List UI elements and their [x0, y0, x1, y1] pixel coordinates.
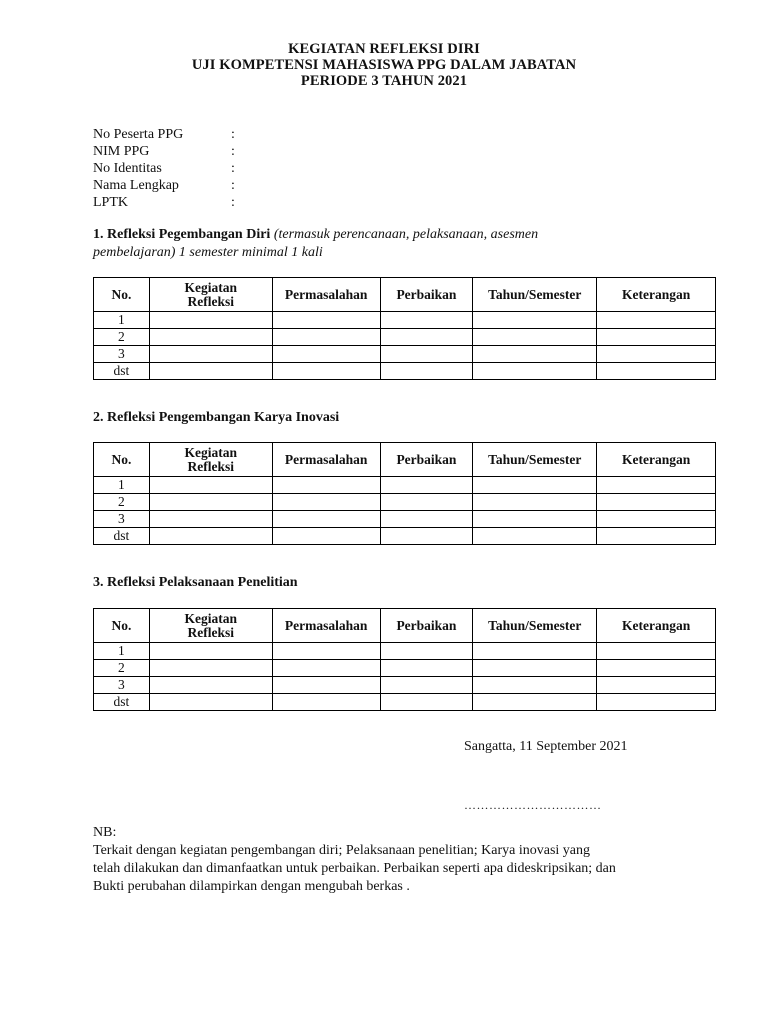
identity-colon: : — [231, 127, 235, 142]
table-row — [94, 477, 716, 494]
cell-tahun-semester[interactable] — [473, 477, 597, 494]
col-header-keterangan: Keterangan — [597, 278, 716, 312]
cell-keterangan[interactable] — [597, 329, 716, 346]
table-row — [94, 346, 716, 363]
section-2-title — [93, 409, 613, 427]
col-header-no: No. — [94, 278, 150, 312]
row-number: 2 — [94, 329, 150, 346]
cell-perbaikan[interactable] — [380, 312, 473, 329]
table-header-row — [94, 278, 716, 312]
identity-label: LPTK — [93, 195, 128, 210]
col-header-perbaikan: Perbaikan — [380, 443, 473, 477]
section-3-title-bold: 3. Refleksi Pelaksanaan Penelitian — [93, 575, 298, 590]
identity-row-nama — [93, 177, 393, 194]
title-line-3: PERIODE 3 TAHUN 2021 — [300, 73, 468, 89]
identity-row-identitas — [93, 160, 393, 177]
cell-tahun-semester[interactable] — [473, 312, 597, 329]
cell-tahun-semester[interactable] — [473, 363, 597, 380]
cell-permasalahan[interactable] — [272, 694, 380, 711]
section-3-title — [93, 574, 613, 592]
col-header-kegiatan: Kegiatan Refleksi — [149, 443, 272, 477]
cell-keterangan[interactable] — [597, 511, 716, 528]
col-header-perbaikan: Perbaikan — [380, 609, 473, 643]
cell-kegiatan[interactable] — [149, 511, 272, 528]
cell-tahun-semester[interactable] — [473, 643, 597, 660]
cell-perbaikan[interactable] — [380, 528, 473, 545]
cell-keterangan[interactable] — [597, 694, 716, 711]
cell-permasalahan[interactable] — [272, 494, 380, 511]
col-header-kegiatan: Kegiatan Refleksi — [149, 609, 272, 643]
cell-perbaikan[interactable] — [380, 363, 473, 380]
identity-colon: : — [231, 144, 235, 159]
cell-perbaikan[interactable] — [380, 477, 473, 494]
cell-kegiatan[interactable] — [149, 660, 272, 677]
section-1-table — [93, 277, 716, 380]
col-header-permasalahan: Permasalahan — [272, 278, 380, 312]
cell-keterangan[interactable] — [597, 346, 716, 363]
cell-perbaikan[interactable] — [380, 677, 473, 694]
cell-tahun-semester[interactable] — [473, 511, 597, 528]
table-row — [94, 694, 716, 711]
table-row — [94, 329, 716, 346]
row-number: 2 — [94, 494, 150, 511]
table-row — [94, 677, 716, 694]
col-header-keterangan: Keterangan — [597, 443, 716, 477]
cell-permasalahan[interactable] — [272, 511, 380, 528]
cell-permasalahan[interactable] — [272, 329, 380, 346]
cell-kegiatan[interactable] — [149, 477, 272, 494]
table-row — [94, 660, 716, 677]
cell-kegiatan[interactable] — [149, 677, 272, 694]
row-number: dst — [94, 363, 150, 380]
cell-kegiatan[interactable] — [149, 528, 272, 545]
col-header-no: No. — [94, 609, 150, 643]
identity-colon: : — [231, 178, 235, 193]
identity-row-nim — [93, 143, 393, 160]
cell-kegiatan[interactable] — [149, 346, 272, 363]
table-row — [94, 363, 716, 380]
cell-permasalahan[interactable] — [272, 528, 380, 545]
place-date: Sangatta, 11 September 2021 — [464, 739, 628, 754]
identity-label: No Peserta PPG — [93, 127, 184, 142]
cell-permasalahan[interactable] — [272, 660, 380, 677]
row-number: 1 — [94, 312, 150, 329]
document-title — [0, 41, 768, 89]
cell-permasalahan[interactable] — [272, 346, 380, 363]
signature-line: …………………………… — [464, 798, 602, 812]
col-header-tahun-semester: Tahun/Semester — [473, 443, 597, 477]
row-number: 3 — [94, 346, 150, 363]
cell-tahun-semester[interactable] — [473, 660, 597, 677]
col-header-tahun-semester: Tahun/Semester — [473, 609, 597, 643]
identity-label: No Identitas — [93, 161, 162, 176]
row-number: 1 — [94, 477, 150, 494]
table-row — [94, 528, 716, 545]
section-2-title-bold: 2. Refleksi Pengembangan Karya Inovasi — [93, 410, 340, 425]
cell-permasalahan[interactable] — [272, 363, 380, 380]
identity-fields — [93, 126, 393, 211]
row-number: dst — [94, 694, 150, 711]
cell-perbaikan[interactable] — [380, 643, 473, 660]
identity-label: NIM PPG — [93, 144, 150, 159]
table-row — [94, 494, 716, 511]
table-header-row — [94, 609, 716, 643]
section-1-title-note: (termasuk perencanaan, pelaksanaan, asesmen pembelajaran) 1 semester minimal 1 kali — [93, 227, 539, 260]
section-1-title — [93, 226, 613, 262]
table-row — [94, 643, 716, 660]
note-line-2: telah dilakukan dan dimanfaatkan untuk perbaikan. Perbaikan seperti apa dideskripsikan; dan — [93, 861, 616, 876]
title-line-2: UJI KOMPETENSI MAHASISWA PPG DALAM JABATAN — [191, 57, 577, 73]
row-number: 3 — [94, 511, 150, 528]
cell-keterangan[interactable] — [597, 660, 716, 677]
cell-keterangan[interactable] — [597, 528, 716, 545]
identity-row-lptk — [93, 194, 393, 211]
section-1-title-bold: 1. Refleksi Pegembangan Diri — [93, 227, 271, 242]
cell-keterangan[interactable] — [597, 643, 716, 660]
note-block — [93, 824, 693, 896]
cell-kegiatan[interactable] — [149, 329, 272, 346]
cell-kegiatan[interactable] — [149, 494, 272, 511]
cell-perbaikan[interactable] — [380, 494, 473, 511]
cell-tahun-semester[interactable] — [473, 528, 597, 545]
row-number: dst — [94, 528, 150, 545]
note-label: NB: — [93, 825, 117, 840]
cell-tahun-semester[interactable] — [473, 694, 597, 711]
col-header-tahun-semester: Tahun/Semester — [473, 278, 597, 312]
row-number: 2 — [94, 660, 150, 677]
note-line-1: Terkait dengan kegiatan pengembangan diri; Pelaksanaan penelitian; Karya inovasi yang — [93, 843, 591, 858]
cell-perbaikan[interactable] — [380, 511, 473, 528]
title-line-1: KEGIATAN REFLEKSI DIRI — [288, 41, 480, 57]
cell-keterangan[interactable] — [597, 363, 716, 380]
cell-tahun-semester[interactable] — [473, 346, 597, 363]
identity-label: Nama Lengkap — [93, 178, 179, 193]
cell-tahun-semester[interactable] — [473, 329, 597, 346]
cell-kegiatan[interactable] — [149, 643, 272, 660]
col-header-perbaikan: Perbaikan — [380, 278, 473, 312]
identity-colon: : — [231, 161, 235, 176]
table-header-row — [94, 443, 716, 477]
cell-keterangan[interactable] — [597, 477, 716, 494]
cell-perbaikan[interactable] — [380, 694, 473, 711]
cell-permasalahan[interactable] — [272, 643, 380, 660]
col-header-no: No. — [94, 443, 150, 477]
cell-keterangan[interactable] — [597, 677, 716, 694]
cell-permasalahan[interactable] — [272, 312, 380, 329]
row-number: 1 — [94, 643, 150, 660]
col-header-keterangan: Keterangan — [597, 609, 716, 643]
identity-colon: : — [231, 195, 235, 210]
row-number: 3 — [94, 677, 150, 694]
cell-perbaikan[interactable] — [380, 329, 473, 346]
cell-keterangan[interactable] — [597, 312, 716, 329]
col-header-permasalahan: Permasalahan — [272, 609, 380, 643]
cell-keterangan[interactable] — [597, 494, 716, 511]
cell-kegiatan[interactable] — [149, 363, 272, 380]
table-row — [94, 312, 716, 329]
identity-row-peserta — [93, 126, 393, 143]
table-row — [94, 511, 716, 528]
cell-permasalahan[interactable] — [272, 677, 380, 694]
note-line-3: Bukti perubahan dilampirkan dengan mengubah berkas . — [93, 879, 410, 894]
cell-perbaikan[interactable] — [380, 346, 473, 363]
cell-tahun-semester[interactable] — [473, 494, 597, 511]
section-2-table — [93, 442, 716, 545]
col-header-permasalahan: Permasalahan — [272, 443, 380, 477]
cell-kegiatan[interactable] — [149, 312, 272, 329]
col-header-kegiatan: Kegiatan Refleksi — [149, 278, 272, 312]
section-3-table — [93, 608, 716, 711]
cell-permasalahan[interactable] — [272, 477, 380, 494]
cell-perbaikan[interactable] — [380, 660, 473, 677]
cell-tahun-semester[interactable] — [473, 677, 597, 694]
cell-kegiatan[interactable] — [149, 694, 272, 711]
